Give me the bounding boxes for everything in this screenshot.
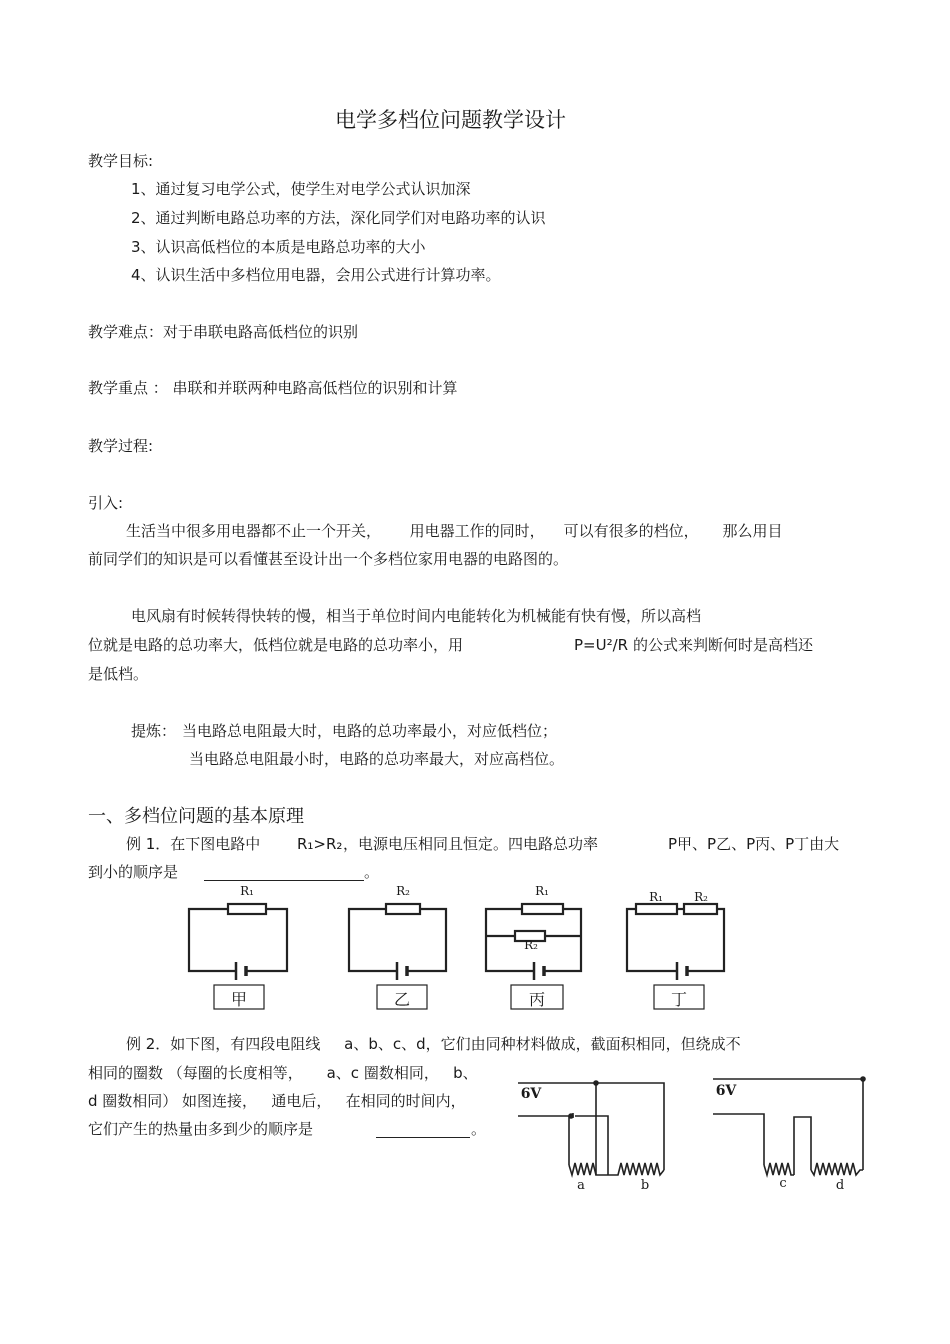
voltage-label: 6V bbox=[520, 1086, 542, 1102]
example-1-text: 到小的顺序是 bbox=[88, 863, 179, 881]
resistor-label: R₂ bbox=[524, 938, 538, 952]
example-1-text: 例 1．在下图电路中 bbox=[126, 835, 261, 853]
summary-line: 当电路总电阻最小时，电路的总功率最大，对应高档位。 bbox=[189, 750, 565, 768]
wire-label-a: a bbox=[577, 1178, 585, 1193]
intro-paragraph-2: 是低档。 bbox=[88, 665, 149, 683]
example-2-text: 相同的圈数 （每圈的长度相等， a、c 圈数相同， b、 bbox=[88, 1064, 478, 1082]
intro-heading: 引入: bbox=[88, 494, 124, 512]
wire-label-c: c bbox=[779, 1176, 787, 1191]
intro-paragraph-1: 前同学们的知识是可以看懂甚至设计出一个多档位家用电器的电路图的。 bbox=[88, 550, 569, 568]
resistor-label: R₁ bbox=[240, 884, 254, 898]
example-1-end: 。 bbox=[364, 863, 380, 881]
intro-paragraph-2: 位就是电路的总功率大，低档位就是电路的总功率小，用 bbox=[88, 636, 464, 654]
teaching-difficulty: 教学难点：对于串联电路高低档位的识别 bbox=[88, 323, 359, 341]
power-formula: P=U²/R bbox=[574, 636, 629, 654]
wire-label-b: b bbox=[640, 1178, 650, 1193]
objective-item: 1、通过复习电学公式，使学生对电学公式认识加深 bbox=[131, 180, 471, 198]
teaching-process: 教学过程: bbox=[88, 437, 154, 455]
circuit-label-yi: 乙 bbox=[393, 990, 410, 1009]
wire-d-coil bbox=[811, 1163, 863, 1175]
summary-label: 提炼： bbox=[131, 722, 177, 740]
wire-a-coil bbox=[569, 1163, 596, 1175]
junction bbox=[861, 1077, 865, 1081]
example-2-text: d 圈数相同） 如图连接， 通电后， 在相同的时间内， bbox=[88, 1092, 466, 1110]
wire-label-d: d bbox=[835, 1178, 845, 1193]
circuit-label-bing: 丙 bbox=[528, 990, 545, 1009]
objective-item: 2、通过判断电路总功率的方法，深化同学们对电路功率的认识 bbox=[131, 209, 546, 227]
objective-item: 4、认识生活中多档位用电器，会用公式进行计算功率。 bbox=[131, 266, 501, 284]
resistor-label: R₁ bbox=[649, 890, 663, 904]
wire-b-coil bbox=[608, 1163, 664, 1175]
resistor-label: R₁ bbox=[535, 884, 549, 898]
example-1-condition: R₁>R₂ bbox=[297, 835, 343, 853]
teaching-key-point: 教学重点 ： 串联和并联两种电路高低档位的识别和计算 bbox=[88, 379, 458, 397]
example-2-end: 。 bbox=[471, 1120, 487, 1138]
intro-paragraph-2: 电风扇有时候转得快转的慢，相当于单位时间内电能转化为机械能有快有慢，所以高档 bbox=[131, 607, 702, 625]
intro-paragraph-1: 生活当中很多用电器都不止一个开关， 用电器工作的同时， 可以有很多的档位， 那么用目 bbox=[126, 522, 783, 540]
summary-line: 当电路总电阻最大时，电路的总功率最小，对应低档位； bbox=[182, 722, 558, 740]
voltage-label: 6V bbox=[715, 1083, 737, 1099]
example-1-powers: P甲、P乙、P丙、P丁由大 bbox=[668, 835, 840, 853]
junction bbox=[594, 1081, 598, 1085]
example-2-text: 它们产生的热量由多到少的顺序是 bbox=[88, 1120, 314, 1138]
wire-c-coil bbox=[764, 1163, 794, 1175]
example-1-text: ，电源电压相同且恒定。四电路总功率 bbox=[343, 835, 599, 853]
resistor-label: R₂ bbox=[396, 884, 410, 898]
objectives-heading: 教学目标: bbox=[88, 152, 154, 170]
resistor-label: R₂ bbox=[694, 890, 708, 904]
section-heading: 一、多档位问题的基本原理 bbox=[88, 806, 304, 827]
circuit-label-jia: 甲 bbox=[230, 990, 247, 1009]
circuit-label-ding: 丁 bbox=[670, 990, 687, 1009]
junction bbox=[569, 1114, 573, 1118]
example-2-text: 例 2．如下图，有四段电阻线 a、b、c、d，它们由同种材料做成，截面积相同，但绕成不 bbox=[126, 1035, 741, 1053]
intro-paragraph-2: 的公式来判断何时是高档还 bbox=[633, 636, 814, 654]
objective-item: 3、认识高低档位的本质是电路总功率的大小 bbox=[131, 238, 426, 256]
page-title: 电学多档位问题教学设计 bbox=[335, 108, 566, 132]
